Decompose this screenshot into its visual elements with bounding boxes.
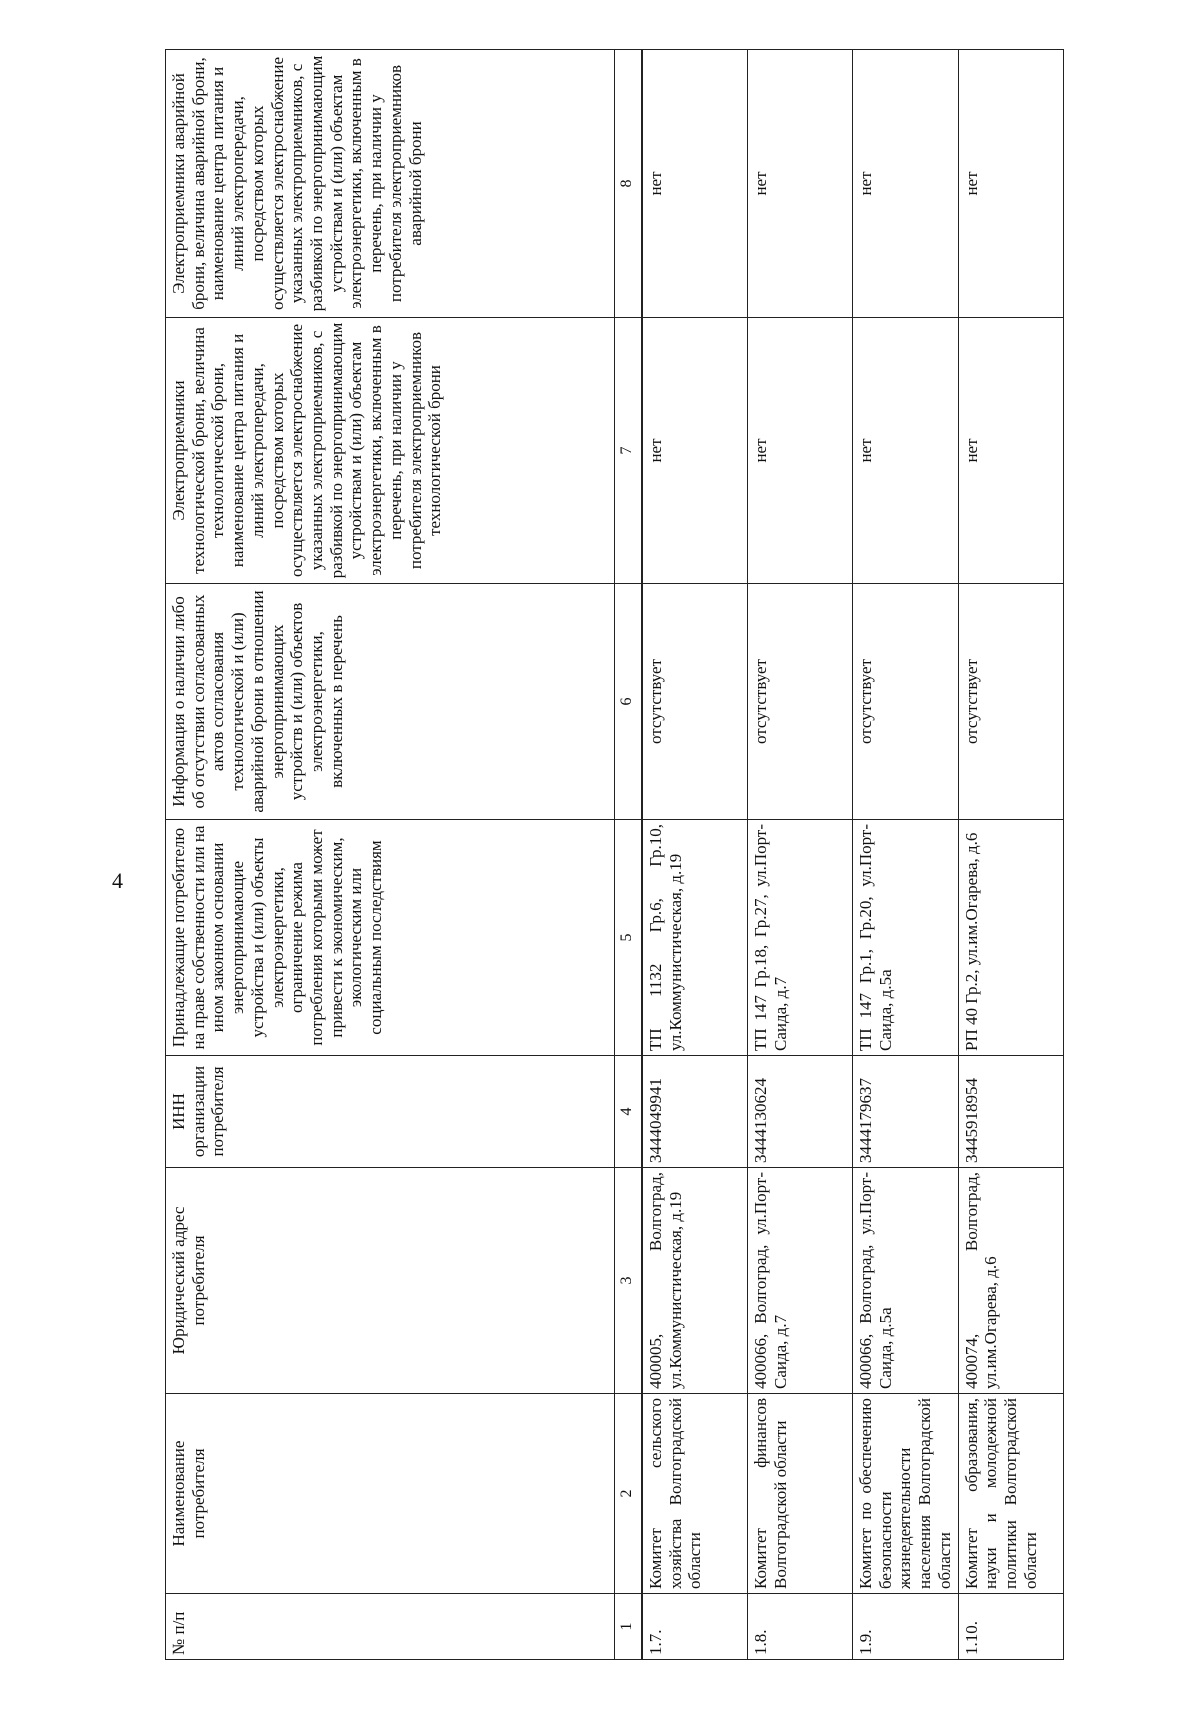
inn-value: 3444049941	[642, 1056, 748, 1168]
row-number: 1.7.	[642, 1594, 748, 1660]
column-number: 2	[615, 1394, 643, 1594]
technological-reserve-value: нет	[642, 318, 748, 584]
header-number: № п/п	[166, 1594, 615, 1660]
legal-address: 400005, Волгоград, ул.Коммунистическая, д.19	[642, 1168, 748, 1394]
emergency-reserve-value: нет	[642, 50, 748, 318]
emergency-reserve-value: нет	[853, 50, 959, 318]
devices-value: ТП 147 Гр.1, Гр.20, ул.Порт-Саида, д.5а	[853, 820, 959, 1056]
header-devices: Принадлежащие потребителю на праве собственности или на ином законном основании энергопринимающие устройства и (или) объекты электроэнергетики, ограничение режима потребления которыми может привести к экономическим, экологическим или социальным последствиям	[166, 820, 615, 1056]
row-number: 1.9.	[853, 1594, 959, 1660]
header-consumer-name: Наименование потребителя	[166, 1394, 615, 1594]
page-number: 4	[112, 868, 123, 893]
technological-reserve-value: нет	[958, 318, 1063, 584]
column-number: 6	[615, 584, 643, 820]
consumer-name: Комитет сельского хозяйства Волгоградской области	[642, 1394, 748, 1594]
header-inn: ИНН организации потребителя	[166, 1056, 615, 1168]
header-emergency-reserve: Электроприемники аварийной брони, величина аварийной брони, наименование центра питания и линий электропередачи, посредством которых осуществляется электроснабжение указанных электроприемников, с разбивкой по энергопринимающим устройствам и (или) объектам электроэнергетики, включенным в перечень, при наличии у потребителя электроприемников аварийной брони	[166, 50, 615, 318]
devices-value: ТП 147 Гр.18, Гр.27, ул.Порт-Саида, д.7	[748, 820, 853, 1056]
header-acts-info: Информация о наличии либо об отсутствии согласованных актов согласования технологической и (или) аварийной брони в отношении энергопринимающих устройств и (или) объектов электроэнергетики, включенных в перечень	[166, 584, 615, 820]
consumer-name: Комитет по обеспечению безопасности жизнедеятельности населения Волгоградской области	[853, 1394, 959, 1594]
table-row	[642, 50, 748, 1660]
inn-value: 3445918954	[958, 1056, 1063, 1168]
inn-value: 3444130624	[748, 1056, 853, 1168]
header-technological-reserve: Электроприемники технологической брони, величина технологической брони, наименование центра питания и линий электропередачи, посредством которых осуществляется электроснабжение указанных электроприемников, с разбивкой по энергопринимающим устройствам и (или) объектам электроэнергетики, включенным в перечень, при наличии у потребителя электроприемников технологической брони	[166, 318, 615, 584]
column-number: 4	[615, 1056, 643, 1168]
acts-value: отсутствует	[642, 584, 748, 820]
devices-value: ТП 1132 Гр.6, Гр.10, ул.Коммунистическая, д.19	[642, 820, 748, 1056]
legal-address: 400066, Волгоград, ул.Порт-Саида, д.5а	[853, 1168, 959, 1394]
row-number: 1.10.	[958, 1594, 1063, 1660]
emergency-reserve-value: нет	[958, 50, 1063, 318]
table-row	[853, 50, 959, 1660]
column-number: 1	[615, 1594, 643, 1660]
emergency-reserve-value: нет	[748, 50, 853, 318]
header-row	[166, 50, 615, 1660]
table-row	[958, 50, 1063, 1660]
table-row	[748, 50, 853, 1660]
inn-value: 3444179637	[853, 1056, 959, 1168]
technological-reserve-value: нет	[853, 318, 959, 584]
header-legal-address: Юридический адрес потребителя	[166, 1168, 615, 1394]
column-number: 8	[615, 50, 643, 318]
technological-reserve-value: нет	[748, 318, 853, 584]
acts-value: отсутствует	[853, 584, 959, 820]
acts-value: отсутствует	[748, 584, 853, 820]
row-number: 1.8.	[748, 1594, 853, 1660]
rotated-table-container	[165, 50, 1063, 1660]
devices-value: РП 40 Гр.2, ул.им.Огарева, д.6	[958, 820, 1063, 1056]
legal-address: 400066, Волгоград, ул.Порт-Саида, д.7	[748, 1168, 853, 1394]
legal-address: 400074, Волгоград, ул.им.Огарева, д.6	[958, 1168, 1063, 1394]
column-number-row	[615, 50, 643, 1660]
consumer-name: Комитет финансов Волгоградской области	[748, 1394, 853, 1594]
consumer-registry-table	[165, 49, 1064, 1660]
column-number: 7	[615, 318, 643, 584]
column-number: 3	[615, 1168, 643, 1394]
acts-value: отсутствует	[958, 584, 1063, 820]
consumer-name: Комитет образования, науки и молодежной политики Волгоградской области	[958, 1394, 1063, 1594]
column-number: 5	[615, 820, 643, 1056]
